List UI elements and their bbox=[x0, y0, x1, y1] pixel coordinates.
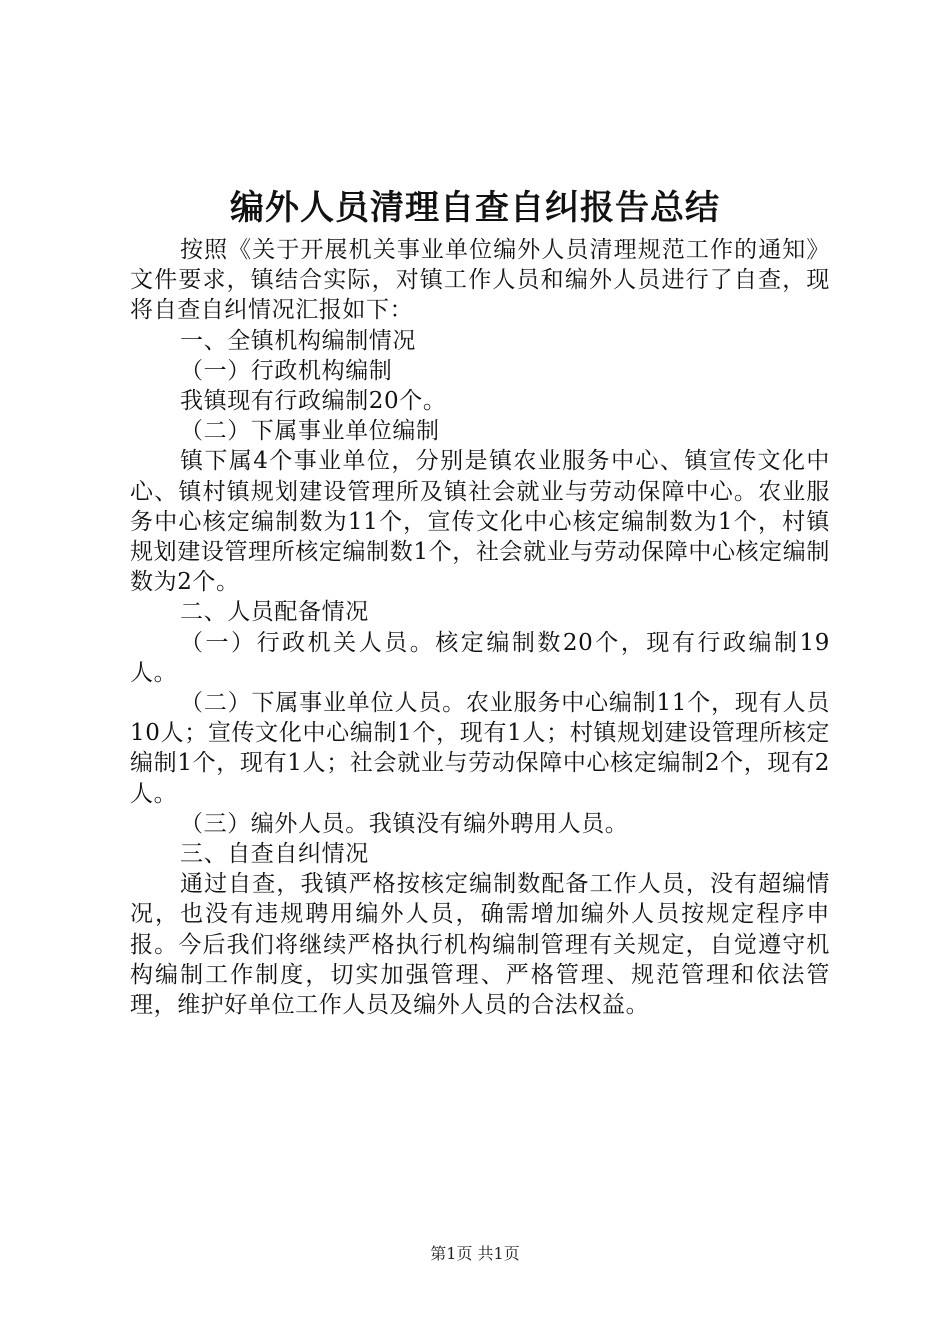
subheading-institution-staffing: （二）下属事业单位编制 bbox=[180, 418, 440, 445]
paragraph-institution-staffing: 镇下属4个事业单位，分别是镇农业服务中心、镇宣传文化中心、镇村镇规划建设管理所及镇社会就业与劳动保障中心。农业服务中心核定编制数为11个，宣传文化中心核定编制数为1个，村镇规划建设管理所核定编制数1个，社会就业与劳动保障中心核定编制数为2个。 bbox=[130, 448, 830, 596]
page-footer: 第1页 共1页 bbox=[430, 1244, 520, 1263]
heading-section-2: 二、人员配备情况 bbox=[180, 599, 369, 626]
paragraph-institution-personnel: （二）下属事业单位人员。农业服务中心编制11个，现有人员10人；宣传文化中心编制1个，现有1人；村镇规划建设管理所核定编制1个，现有1人；社会就业与劳动保障中心核定编制2个，现有2人。 bbox=[130, 690, 830, 807]
heading-section-1: 一、全镇机构编制情况 bbox=[180, 327, 416, 354]
heading-section-3: 三、自查自纠情况 bbox=[180, 841, 369, 868]
document-body bbox=[130, 235, 830, 1020]
paragraph-extra-personnel: （三）编外人员。我镇没有编外聘用人员。 bbox=[180, 810, 629, 837]
paragraph-intro: 按照《关于开展机关事业单位编外人员清理规范工作的通知》文件要求，镇结合实际，对镇工作人员和编外人员进行了自查，现将自查自纠情况汇报如下： bbox=[130, 237, 830, 324]
document-title: 编外人员清理自查自纠报告总结 bbox=[230, 188, 720, 228]
paragraph-self-check: 通过自查，我镇严格按核定编制数配备工作人员，没有超编情况，也没有违规聘用编外人员，确需增加编外人员按规定程序申报。今后我们将继续严格执行机构编制管理有关规定，自觉遵守机构编制工作制度，切实加强管理、严格管理、规范管理和依法管理，维护好单位工作人员及编外人员的合法权益。 bbox=[130, 871, 830, 1019]
paragraph-admin-staffing: 我镇现有行政编制20个。 bbox=[180, 388, 447, 415]
paragraph-admin-personnel: （一）行政机关人员。核定编制数20个，现有行政编制19人。 bbox=[130, 629, 830, 686]
subheading-admin-staffing: （一）行政机构编制 bbox=[180, 357, 393, 384]
